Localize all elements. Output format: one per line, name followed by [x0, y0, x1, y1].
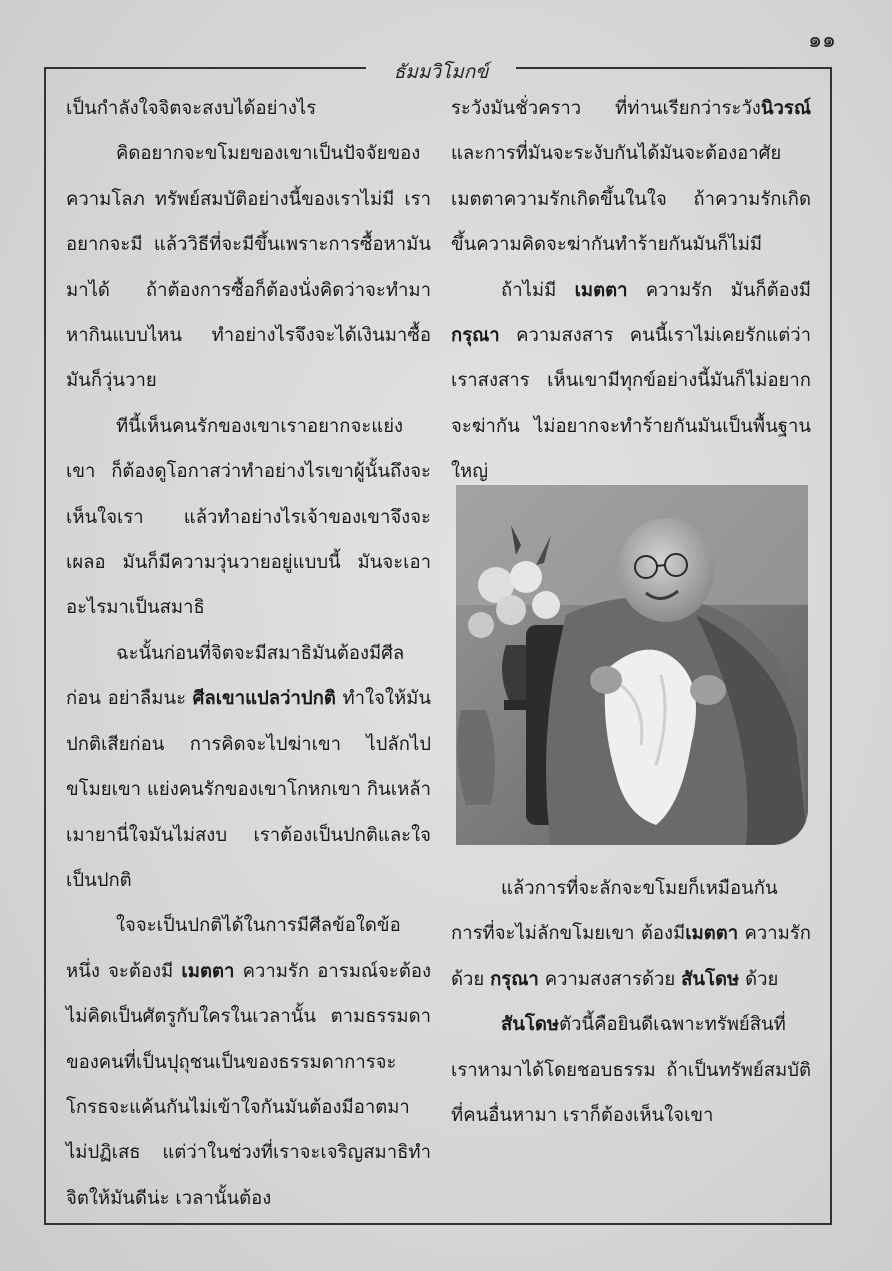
paragraph — [451, 1002, 811, 1138]
text-run: ใจจะเป็นปกติได้ในการมีศีลข้อใดข้อหนึ่ง จะต้องมี — [66, 915, 401, 982]
bold-term: กรุณา — [490, 968, 539, 990]
text-run: ระวังมันชั่วคราว ที่ท่านเรียกว่าระวัง — [451, 98, 761, 119]
paragraph — [66, 631, 431, 903]
text-run: ความรักด้วย — [451, 923, 811, 990]
text-run: ฉะนั้นก่อนที่จิตจะมีสมาธิมันต้องมีศีลก่อน อย่าลืมนะ — [66, 642, 405, 710]
bold-term: สันโดษ — [501, 1014, 560, 1036]
text-run: ตัวนี้คือยินดีเฉพาะทรัพย์สินที่เราหามาได้โดยชอบธรรม ถ้าเป็นทรัพย์สมบัติที่คนอื่นหามา เราก็ต้องเห็นใจเขา — [451, 1014, 811, 1127]
paragraph: ทีนี้เห็นคนรักของเขาเราอยากจะแย่งเขา ก็ต้องดูโอกาสว่าทำอย่างไรเขาผู้นั้นถึงจะเห็นใจเรา แล้วทำอย่างไรเจ้าของเขาจึงจะเผลอ มันก็มีความวุ่นวายอยู่แบบนี้ มันจะเอาอะไรมาเป็นสมาธิ — [66, 415, 431, 619]
text-run: แล้วการที่จะลักจะขโมยก็เหมือนกัน การที่จะไม่ลักขโมยเขา ต้องมี — [451, 878, 778, 945]
running-title: ธัมมวิโมกข์ — [393, 61, 489, 83]
monk-photo — [456, 485, 808, 845]
page-number: ๑๑ — [808, 28, 836, 53]
text-run: ความรัก มันก็ต้องมี — [627, 279, 811, 301]
bold-term: สันโดษ — [681, 968, 740, 990]
bold-term: เมตตา — [574, 279, 628, 301]
paragraph — [451, 866, 811, 1002]
text-run: ทำใจให้มันปกติเสียก่อน การคิดจะไปฆ่าเขา ไปลักไปขโมยเขา แย่งคนรักของเขาโกหกเขา กินเหล้าเมายานี่ใจมันไม่สงบ เราต้องเป็นปกติและใจเป็นปกติ — [66, 688, 431, 891]
right-column-top — [451, 86, 811, 495]
paragraph — [66, 903, 431, 1221]
text-run: ความสงสารด้วย — [538, 968, 682, 990]
paragraph — [451, 268, 811, 495]
bold-term: กรุณา — [451, 325, 500, 347]
text-run: ถ้าไม่มี — [501, 279, 575, 301]
bold-term: เมตตา — [685, 923, 739, 945]
text-run: และการที่มันจะระงับกันได้มันจะต้องอาศัยเมตตาความรักเกิดขึ้นในใจ ถ้าความรักเกิดขึ้นความคิดจะฆ่ากันทำร้ายกันมันก็ไม่มี — [451, 143, 811, 256]
paragraph: เป็นกำลังใจจิตจะสงบได้อย่างไร — [66, 98, 317, 119]
text-run: ความสงสาร คนนี้เราไม่เคยรักแต่ว่าเราสงสาร เห็นเขามีทุกข์อย่างนี้มันก็ไม่อยากจะฆ่ากัน ไม่อยากจะทำร้ายกันมันเป็นพื้นฐานใหญ่ — [451, 325, 811, 483]
paragraph: คิดอยากจะขโมยของเขาเป็นปัจจัยของความโลภ ทรัพย์สมบัติอย่างนี้ของเราไม่มี เราอยากจะมี แล้ววิธีที่จะมีขึ้นเพราะการซื้อหามันมาได้ ถ้าต้องการซื้อก็ต้องนั่งคิดว่าจะทำมาหากินแบบไหน ทำอย่างไรจึงจะได้เงินมาซื้อ มันก็วุ่นวาย — [66, 143, 431, 392]
right-column-bottom — [451, 866, 811, 1138]
left-column — [66, 86, 431, 1221]
photo-monk-smiling-icon — [456, 485, 808, 845]
text-run: ความรัก อารมณ์จะต้องไม่คิดเป็นศัตรูกับใครในเวลานั้น ตามธรรมดาของคนที่เป็นปุถุชนเป็นของธรรมดาการจะโกรธจะแค้นกันไม่เข้าใจกันมันต้องมีอาตมาไม่ปฏิเสธ แต่ว่าในช่วงที่เราจะเจริญสมาธิทำจิตให้มันดีน่ะ เวลานั้นต้อง — [66, 960, 431, 1209]
text-run: ด้วย — [739, 968, 779, 990]
bold-term: ศีลเขาแปลว่าปกติ — [192, 688, 336, 710]
paragraph — [451, 86, 811, 268]
bold-term: เมตตา — [181, 960, 235, 982]
bold-term: นิวรณ์ — [760, 98, 811, 119]
